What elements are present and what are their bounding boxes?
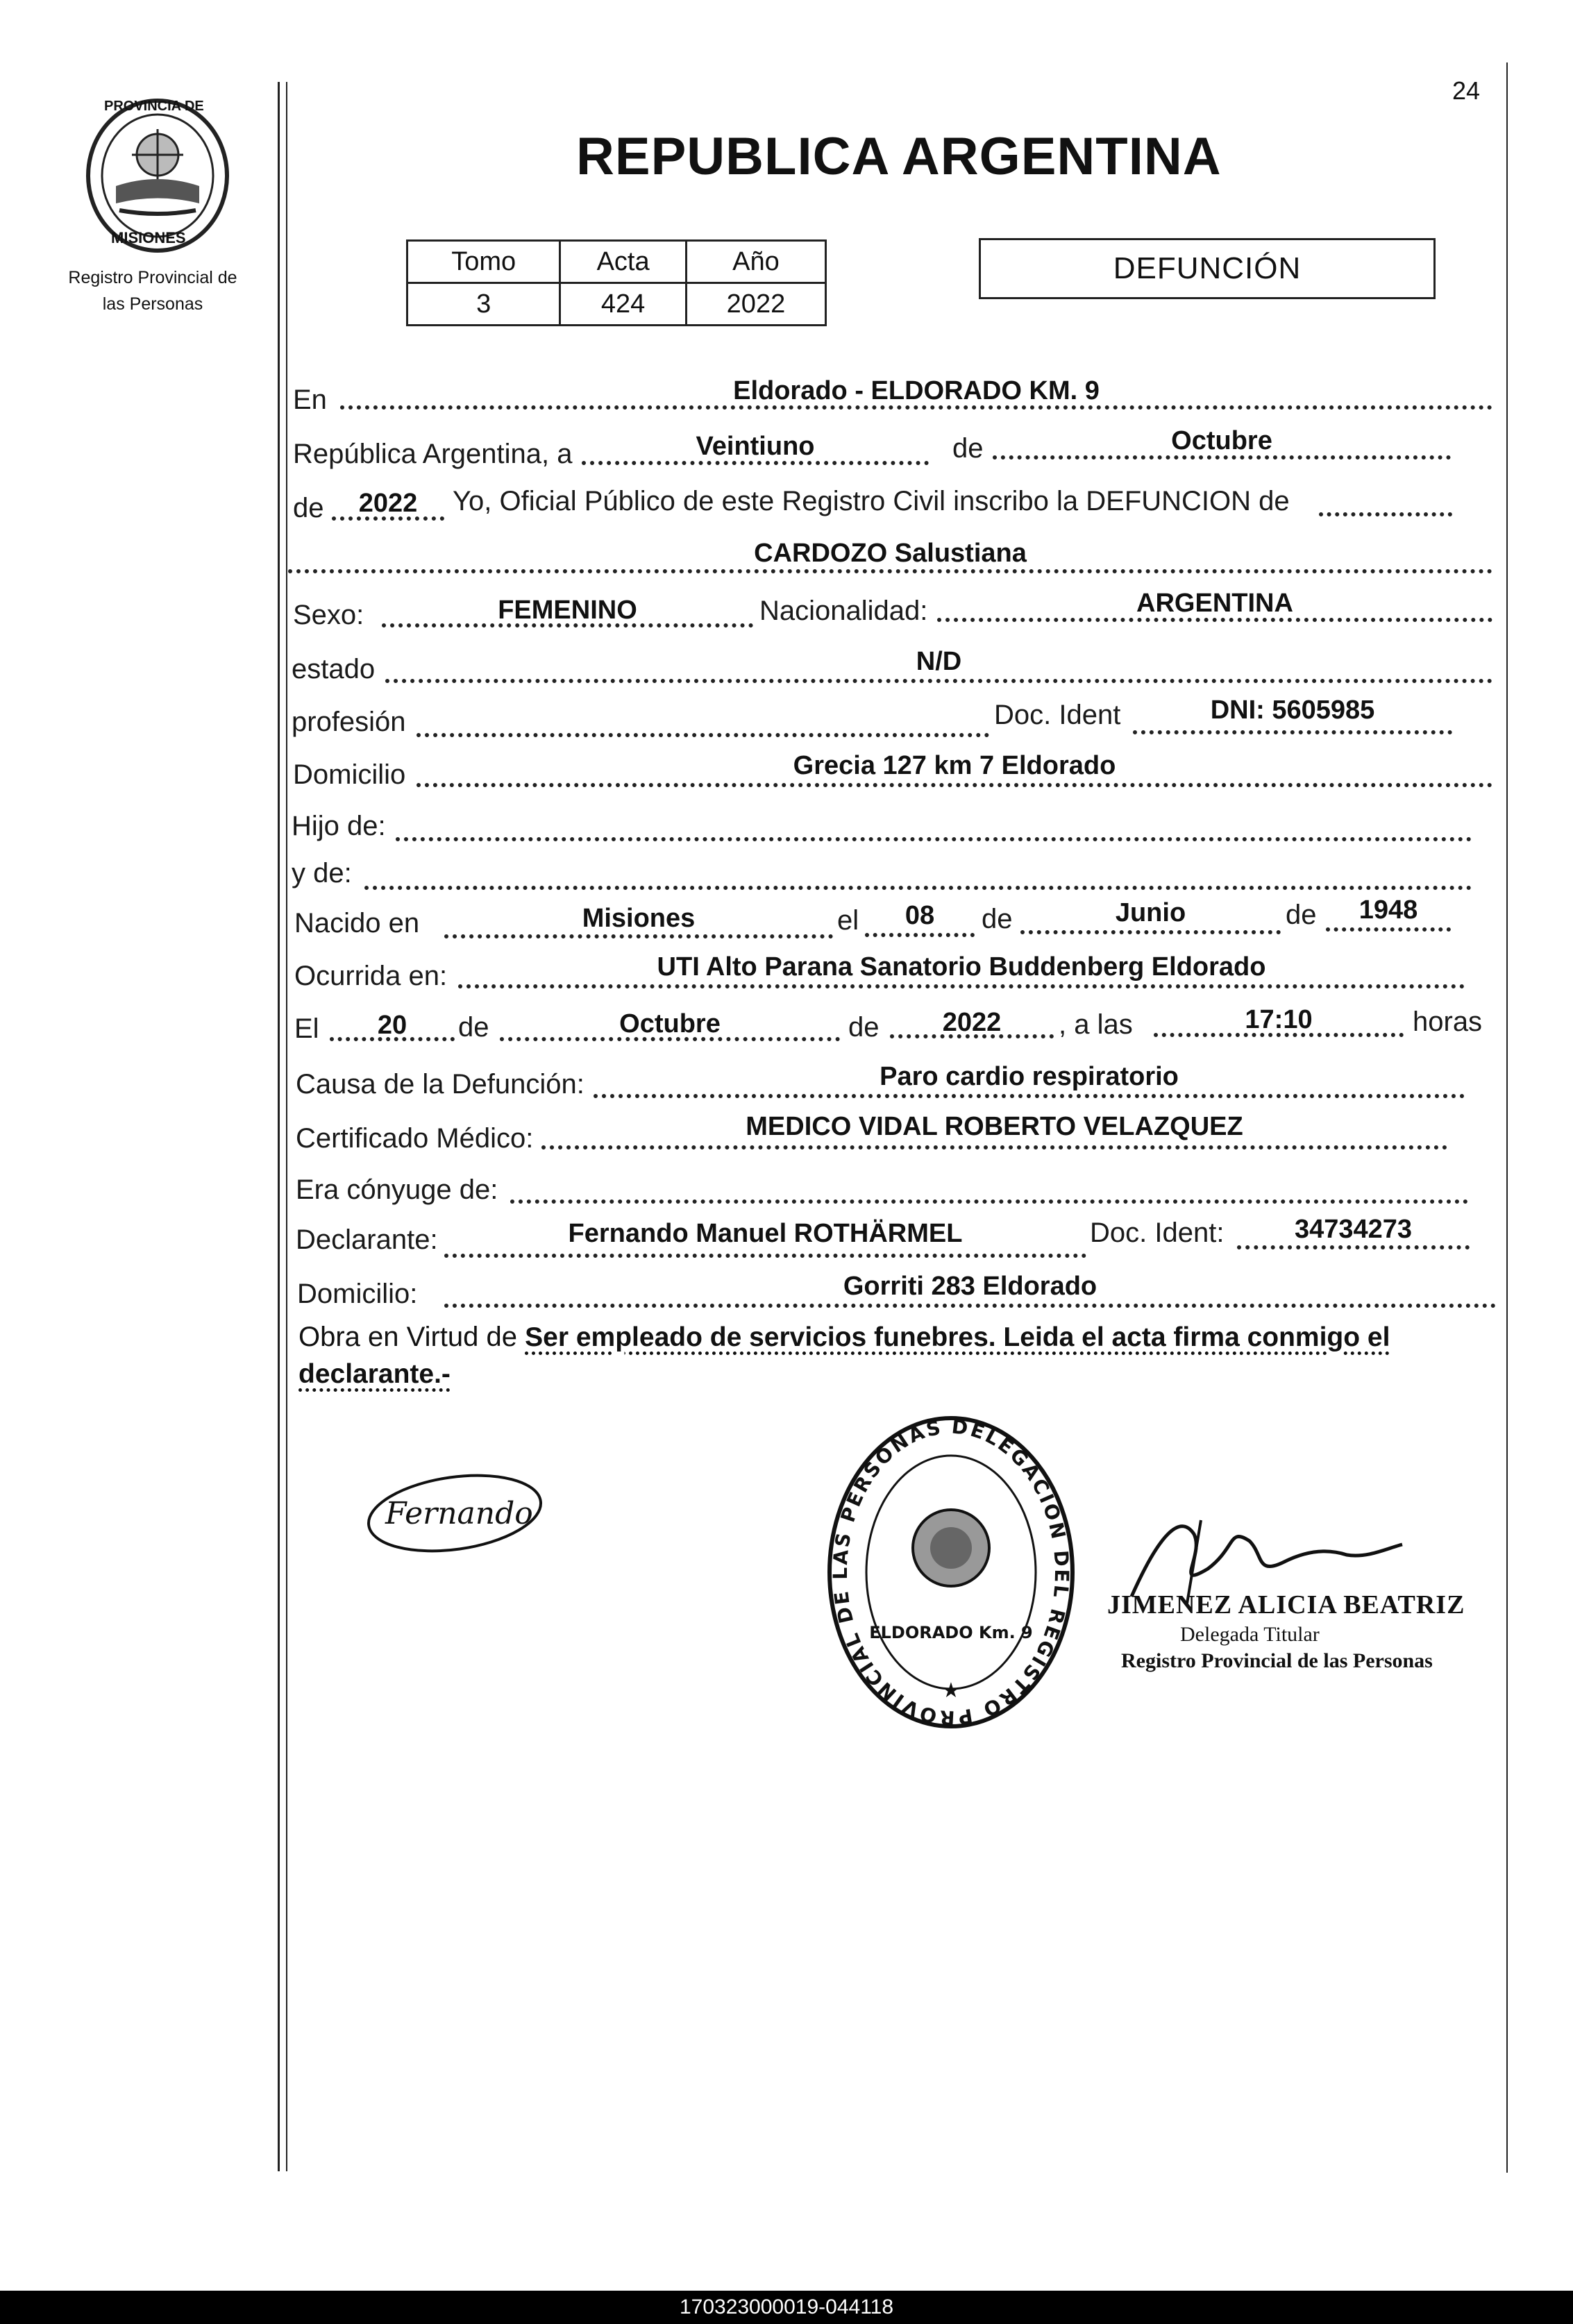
el2-label: El	[294, 1013, 319, 1044]
en-line	[340, 405, 1492, 410]
estado-label: estado	[292, 654, 376, 684]
certificado-label: Certificado Médico:	[296, 1123, 534, 1154]
table-header-anio: Año	[686, 241, 825, 283]
svg-text:★: ★	[941, 1679, 961, 1702]
def-mes-value: Octubre	[619, 1009, 721, 1038]
left-margin-rule	[278, 82, 280, 2171]
doc-value: DNI: 5605985	[1210, 696, 1375, 725]
seal-top-text: PROVINCIA DE	[104, 99, 204, 114]
doc2-label: Doc. Ident:	[1090, 1218, 1225, 1248]
doc-label: Doc. Ident	[994, 700, 1121, 730]
anio-value: 2022	[358, 489, 418, 518]
declarant-signature-icon	[358, 1468, 552, 1558]
nac-mes-value: Junio	[1115, 898, 1186, 927]
yde-label: y de:	[292, 858, 352, 889]
causa-label: Causa de la Defunción:	[296, 1069, 584, 1100]
causa-line	[594, 1094, 1465, 1098]
doc2-line	[1237, 1245, 1470, 1249]
official-office: Registro Provincial de las Personas	[1121, 1649, 1433, 1672]
en-label: En	[293, 385, 327, 415]
registry-line-2: las Personas	[102, 294, 203, 314]
hijo-label: Hijo de:	[292, 811, 386, 841]
inscribo-line	[1319, 512, 1452, 516]
official-name: JIMENEZ ALICIA BEATRIZ	[1107, 1590, 1465, 1619]
dia-line	[582, 461, 929, 465]
de-label: de	[952, 433, 984, 464]
obra-value: Ser empleado de servicios funebres. Leida el acta firma conmigo el declarante.-	[298, 1322, 1390, 1389]
ocurrida-label: Ocurrida en:	[294, 961, 448, 991]
sexo-label: Sexo:	[293, 600, 364, 630]
de2-label: de	[293, 493, 324, 523]
nombre-line	[288, 569, 1492, 573]
causa-value: Paro cardio respiratorio	[880, 1062, 1179, 1091]
record-type-box: DEFUNCIÓN	[979, 238, 1436, 299]
nacionalidad-line	[937, 618, 1492, 622]
seal-bottom-text: MISIONES	[111, 229, 186, 246]
certificado-line	[541, 1145, 1447, 1150]
doc2-value: 34734273	[1294, 1215, 1413, 1244]
official-role: Delegada Titular	[1180, 1623, 1320, 1646]
domicilio-label: Domicilio	[293, 759, 406, 790]
declarante-value: Fernando Manuel ROTHÄRMEL	[568, 1219, 963, 1248]
alas-label: , a las	[1059, 1009, 1133, 1040]
table-value-tomo: 3	[407, 283, 560, 326]
stamp-inner-text: ELDORADO Km. 9	[869, 1623, 1033, 1642]
estado-line	[385, 679, 1492, 683]
ocurrida-value: UTI Alto Parana Sanatorio Buddenberg Eldorado	[657, 952, 1266, 982]
nac-anio-value: 1948	[1358, 895, 1418, 925]
el-label: el	[837, 905, 859, 936]
domicilio2-line	[444, 1304, 1496, 1308]
left-margin-rule-inner	[286, 82, 287, 2171]
domicilio2-value: Gorriti 283 Eldorado	[843, 1272, 1097, 1301]
page-number: 24	[1452, 76, 1481, 105]
domicilio-line	[417, 783, 1492, 787]
declarant-signature-text: Fernando	[385, 1496, 533, 1531]
de5-label: de	[458, 1012, 489, 1043]
de3-label: de	[982, 904, 1013, 934]
en-value: Eldorado - ELDORADO KM. 9	[733, 376, 1100, 405]
obra-paragraph	[298, 1319, 1499, 1392]
mes-value: Octubre	[1171, 426, 1272, 455]
nacido-line	[444, 934, 833, 938]
de4-label: de	[1286, 900, 1317, 930]
yde-line	[364, 886, 1472, 890]
doc-line	[1133, 730, 1452, 734]
delegation-stamp-icon	[819, 1409, 1083, 1728]
official-signature-block	[1107, 1590, 1465, 1673]
nac-mes-line	[1020, 930, 1281, 934]
nacionalidad-value: ARGENTINA	[1136, 589, 1293, 618]
table-value-acta: 424	[560, 283, 687, 326]
record-table	[406, 239, 827, 326]
declarante-label: Declarante:	[296, 1224, 438, 1255]
profesion-label: profesión	[292, 707, 406, 737]
domicilio-value: Grecia 127 km 7 Eldorado	[793, 751, 1116, 780]
conyuge-line	[510, 1199, 1468, 1204]
republica-label: República Argentina, a	[293, 439, 573, 469]
stamp-ring-text: DELEGACION DEL REGISTRO PROVINCIAL DE LAS PERSONAS	[828, 1415, 1074, 1728]
domicilio2-label: Domicilio:	[297, 1279, 418, 1309]
mes-line	[993, 455, 1451, 460]
declarante-line	[444, 1254, 1086, 1258]
estado-value: N/D	[916, 647, 962, 676]
deceased-name: CARDOZO Salustiana	[754, 539, 1027, 568]
right-margin-rule	[1506, 62, 1508, 2173]
ocurrida-line	[458, 984, 1465, 988]
table-header-tomo: Tomo	[407, 241, 560, 283]
sexo-value: FEMENINO	[498, 596, 637, 625]
page-title: REPUBLICA ARGENTINA	[576, 127, 1222, 186]
table-header-acta: Acta	[560, 241, 687, 283]
nac-dia-value: 08	[905, 901, 935, 930]
registry-line-1: Registro Provincial de	[68, 268, 237, 287]
def-anio-value: 2022	[942, 1008, 1002, 1037]
certificado-value: MEDICO VIDAL ROBERTO VELAZQUEZ	[746, 1112, 1243, 1141]
document-code-footer: 170323000019-044118	[0, 2291, 1573, 2324]
inscribo-text: Yo, Oficial Público de este Registro Civil inscribo la DEFUNCION de	[453, 486, 1290, 516]
obra-label: Obra en Virtud de	[298, 1322, 518, 1352]
hijo-line	[396, 837, 1472, 841]
profesion-line	[417, 733, 989, 737]
nacido-value: Misiones	[582, 904, 696, 933]
nacionalidad-label: Nacionalidad:	[759, 596, 928, 626]
horas-label: horas	[1413, 1007, 1483, 1037]
def-dia-value: 20	[377, 1011, 407, 1040]
def-hora-value: 17:10	[1245, 1005, 1313, 1034]
dia-value: Veintiuno	[696, 432, 815, 461]
conyuge-label: Era cónyuge de:	[296, 1174, 498, 1205]
nac-dia-line	[865, 933, 975, 937]
nacido-label: Nacido en	[294, 908, 420, 938]
registry-name	[42, 265, 264, 317]
de6-label: de	[848, 1012, 880, 1043]
nac-anio-line	[1326, 927, 1451, 932]
table-value-anio: 2022	[686, 283, 825, 326]
